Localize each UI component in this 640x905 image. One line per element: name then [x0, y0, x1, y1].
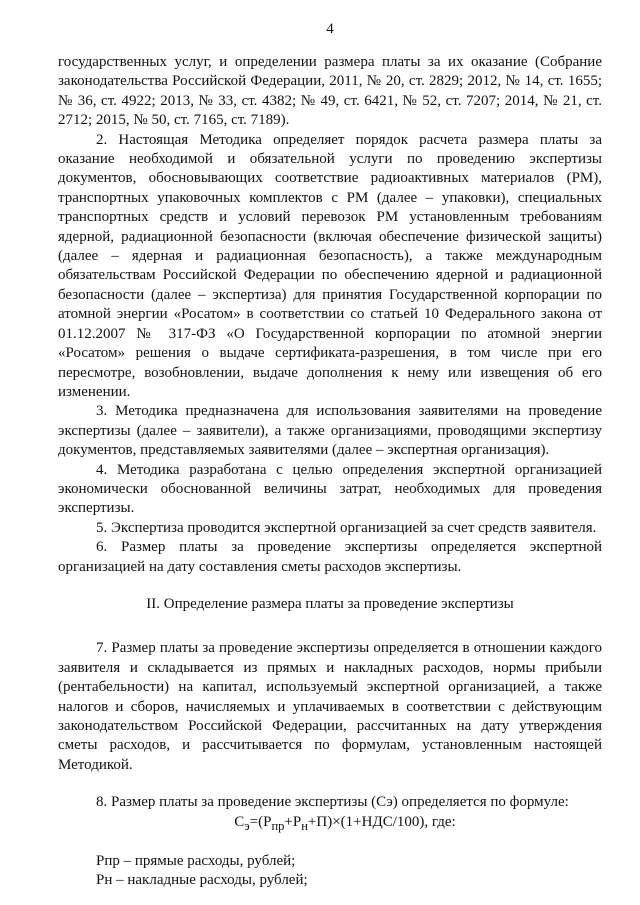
formula-n-sub: н: [301, 818, 308, 833]
formula-pr-sub: пр: [271, 818, 285, 833]
paragraph-8: 8. Размер платы за проведение экспертизы (Сэ) определяется по формуле:: [96, 794, 569, 811]
paragraph-6: 6. Размер платы за проведение экспертизы определяется экспертной организацией на дату составления сметы расходов экспертизы.: [58, 539, 602, 575]
formula-plus-r: +Р: [284, 813, 302, 830]
paragraph-7: 7. Размер платы за проведение экспертизы определяется в отношении каждого заявителя и складывается из прямых и накладных расходов, нормы прибыли (рентабельности) на капитал, используемый экспертной организацией, а также налогов и сборов, начисляемых и уплачиваемых в соответствии с действующим законодательством Российской Федерации, рассчитанных на дату утверждения сметы расходов, и рассчитывается по формулам, установленным настоящей Методикой.: [58, 640, 602, 773]
formula-tail: +П)×(1+НДС/100), где:: [307, 813, 456, 830]
paragraph-continuation: государственных услуг, и определении размера платы за их оказание (Собрание законодательства Российской Федерации, 2011, № 20, ст. 2829; 2012, № 14, ст. 1655; № 36, ст. 4922; 2013, № 33, ст. 4382; № 49, ст. 6421, № 52, ст. 7207; 2014, № 21, ст. 2712; 2015, № 50, ст. 7165, ст. 7189).: [58, 54, 602, 129]
formula-c: С: [234, 813, 245, 830]
definition-overhead-costs: Рн – накладные расходы, рублей;: [96, 872, 308, 889]
formula-c-sub: э: [244, 818, 250, 833]
page-number: 4: [326, 21, 334, 37]
definition-direct-costs: Рпр – прямые расходы, рублей;: [96, 853, 296, 870]
paragraph-5: 5. Экспертиза проводится экспертной организацией за счет средств заявителя.: [96, 519, 597, 536]
paragraph-4: 4. Методика разработана с целью определения экспертной организацией экономически обоснованной величины затрат, необходимых для проведения экспертизы.: [58, 461, 602, 517]
cost-formula: [58, 813, 602, 836]
formula-eq-open: =(Р: [249, 813, 272, 830]
section-heading: II. Определение размера платы за проведение экспертизы: [146, 595, 514, 612]
paragraph-2: 2. Настоящая Методика определяет порядок расчета размера платы за оказание необходимой и обязательной услуги по проведению экспертизы документов, обосновывающих соответствие радиоактивных материалов (РМ), транспортных упаковочных комплектов с РМ (далее – упаковки), специальных транспортных средств и условий перевозок РМ установленным требованиям ядерной, радиационной безопасности (включая обеспечение физической защиты) (далее – ядерная и радиационная безопасность), а также международным обязательствам Российской Федерации по обеспечению ядерной и радиационной безопасности (далее – экспертиза) для принятия Государственной корпорации по атомной энергии «Росатом» в соответствии со статьей 10 Федерального закона от 01.12.2007 № 317-ФЗ «О Государственной корпорации по атомной энергии «Росатом» решения о выдаче сертификата-разрешения, в том числе при его пересмотре, возобновлении, выдаче дополнения к нему или извещения об его изменении.: [58, 131, 602, 400]
paragraph-3: 3. Методика предназначена для использования заявителями на проведение экспертизы (далее – заявители), а также организациями, проводящими экспертизу документов, представляемых заявителями (далее – экспертная организация).: [58, 403, 602, 459]
